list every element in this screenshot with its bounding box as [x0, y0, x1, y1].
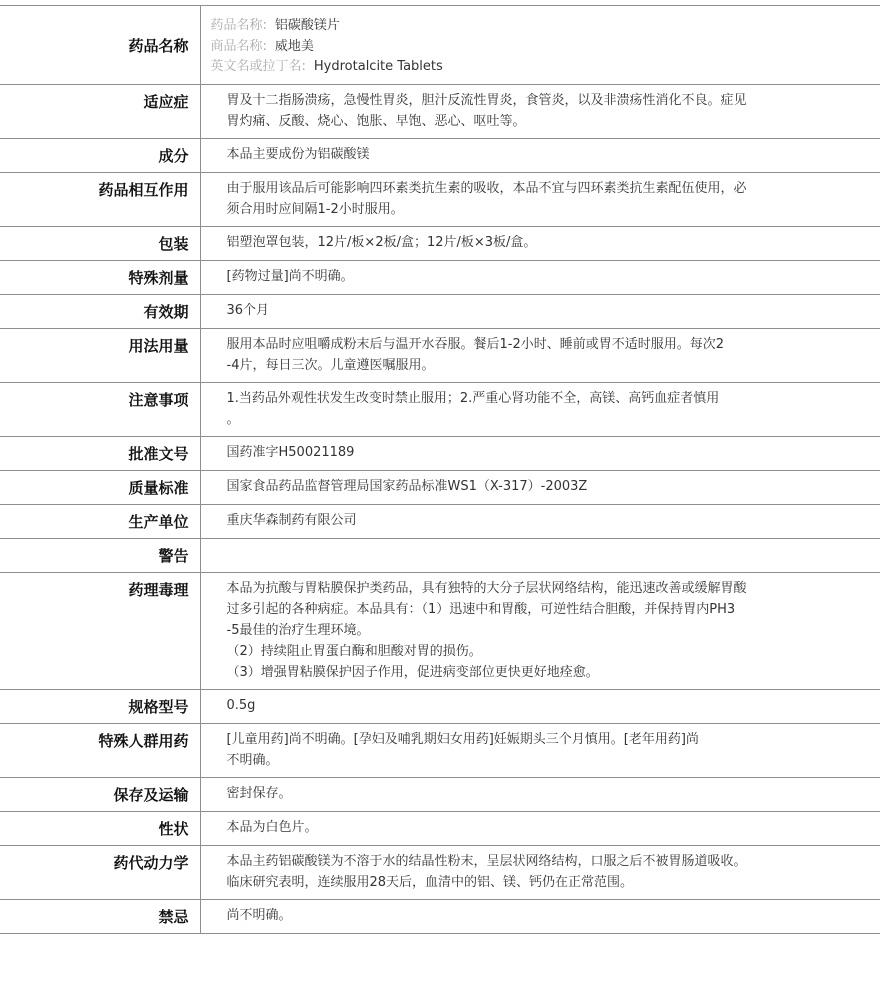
value-line: 0.5g [226, 698, 256, 713]
row-label: 生产单位 [0, 505, 200, 539]
value-line: 尚不明确。 [226, 908, 292, 923]
spec-row-appearance [0, 812, 880, 846]
spec-row-special-populations [0, 724, 880, 778]
row-value [200, 505, 880, 539]
row-label: 药代动力学 [0, 846, 200, 900]
row-value [200, 139, 880, 173]
spec-row-dosage [0, 329, 880, 383]
spec-row-warning [0, 539, 880, 573]
value-line: 铝塑泡罩包装，12片/板×2板/盒；12片/板×3板/盒。 [226, 235, 537, 250]
spec-row-manufacturer [0, 505, 880, 539]
value-line: 本品为白色片。 [226, 820, 318, 835]
row-value [200, 778, 880, 812]
generic-name: 铝碳酸镁片 [274, 18, 340, 33]
spec-row-quality-standard [0, 471, 880, 505]
row-value [200, 724, 880, 778]
spec-row-interactions [0, 173, 880, 227]
spec-row-pharmacokinetics [0, 846, 880, 900]
value-line: 密封保存。 [226, 786, 292, 801]
value-line: [药物过量]尚不明确。 [226, 269, 354, 284]
row-value [200, 227, 880, 261]
row-label: 注意事项 [0, 383, 200, 437]
row-value [200, 261, 880, 295]
spec-row-indications [0, 85, 880, 139]
row-value [200, 471, 880, 505]
value-line: 胃及十二指肠溃疡，急慢性胃炎，胆汁反流性胃炎，食管炎，以及非溃疡性消化不良。症见 [226, 93, 747, 108]
row-value [200, 383, 880, 437]
english-name-label: 英文名或拉丁名: [210, 59, 306, 74]
value-line: 服用本品时应咀嚼成粉末后与温开水吞服。餐后1-2小时、睡前或胃不适时服用。每次2 [226, 337, 725, 352]
value-line: -5最佳的治疗生理环境。 [226, 623, 370, 638]
row-label: 性状 [0, 812, 200, 846]
row-label: 成分 [0, 139, 200, 173]
spec-row-approval-number [0, 437, 880, 471]
value-line: 须合用时应间隔1-2小时服用。 [226, 202, 404, 217]
row-value [200, 690, 880, 724]
row-label: 警告 [0, 539, 200, 573]
row-value [200, 173, 880, 227]
spec-row-specification [0, 690, 880, 724]
row-value [200, 539, 880, 573]
value-line: 本品主药铝碳酸镁为不溶于水的结晶性粉末，呈层状网络结构，口服之后不被胃肠道吸收。 [226, 854, 747, 869]
value-line: 1.当药品外观性状发生改变时禁止服用；2.严重心肾功能不全，高镁、高钙血症者慎用 [226, 391, 720, 406]
spec-row-precautions [0, 383, 880, 437]
value-line: 本品主要成份为铝碳酸镁 [226, 147, 370, 162]
drug-spec-table [0, 5, 880, 934]
value-line: -4片，每日三次。儿童遵医嘱服用。 [226, 358, 435, 373]
value-line: （2）持续阻止胃蛋白酶和胆酸对胃的损伤。 [226, 644, 482, 659]
value-line: 36个月 [226, 303, 270, 318]
row-label: 包装 [0, 227, 200, 261]
row-label: 质量标准 [0, 471, 200, 505]
english-name: Hydrotalcite Tablets [313, 59, 443, 74]
trade-name-label: 商品名称: [210, 38, 267, 54]
row-value [200, 573, 880, 690]
value-line: 过多引起的各种病症。本品具有：（1）迅速中和胃酸，可逆性结合胆酸，并保持胃内PH3 [226, 602, 736, 617]
row-value [200, 900, 880, 934]
spec-row-packaging [0, 227, 880, 261]
row-value [200, 846, 880, 900]
row-label: 特殊人群用药 [0, 724, 200, 778]
spec-row-overdose [0, 261, 880, 295]
row-value [200, 329, 880, 383]
value-line: 重庆华森制药有限公司 [226, 513, 357, 528]
row-label: 禁忌 [0, 900, 200, 934]
row-label: 保存及运输 [0, 778, 200, 812]
value-line: [儿童用药]尚不明确。[孕妇及哺乳期妇女用药]妊娠期头三个月慎用。[老年用药]尚 [226, 732, 699, 747]
row-value [200, 85, 880, 139]
value-line: 不明确。 [226, 753, 279, 768]
spec-row-storage [0, 778, 880, 812]
row-label: 药品名称 [0, 6, 200, 85]
row-label: 规格型号 [0, 690, 200, 724]
value-line: 临床研究表明，连续服用28天后，血清中的铝、镁、钙仍在正常范围。 [226, 875, 634, 890]
row-value [200, 437, 880, 471]
spec-row-drug-name [0, 6, 880, 85]
row-value [200, 295, 880, 329]
value-line: （3）增强胃粘膜保护因子作用，促进病变部位更快更好地痊愈。 [226, 665, 599, 680]
row-label: 药理毒理 [0, 573, 200, 690]
english-name-line [211, 57, 871, 78]
value-line: 国药准字H50021189 [226, 445, 355, 460]
value-line: 本品为抗酸与胃粘膜保护类药品，具有独特的大分子层状网络结构，能迅速改善或缓解胃酸 [226, 581, 747, 596]
row-label: 特殊剂量 [0, 261, 200, 295]
spec-row-pharmacology [0, 573, 880, 690]
trade-name: 威地美 [274, 38, 314, 54]
row-value [200, 6, 880, 85]
generic-name-line [211, 16, 871, 37]
spec-row-contraindications [0, 900, 880, 934]
row-label: 用法用量 [0, 329, 200, 383]
trade-name-line [211, 37, 871, 58]
row-label: 适应症 [0, 85, 200, 139]
row-label: 药品相互作用 [0, 173, 200, 227]
row-label: 批准文号 [0, 437, 200, 471]
row-value [200, 812, 880, 846]
row-label: 有效期 [0, 295, 200, 329]
value-line: 国家食品药品监督管理局国家药品标准WS1（X-317）-2003Z [226, 479, 588, 494]
spec-row-shelf-life [0, 295, 880, 329]
generic-name-label: 药品名称: [210, 18, 267, 33]
value-line: 由于服用该品后可能影响四环素类抗生素的吸收，本品不宜与四环素类抗生素配伍使用，必 [226, 181, 747, 196]
value-line: 胃灼痛、反酸、烧心、饱胀、早饱、恶心、呕吐等。 [226, 114, 526, 129]
spec-row-ingredients [0, 139, 880, 173]
value-line: 。 [226, 412, 240, 427]
